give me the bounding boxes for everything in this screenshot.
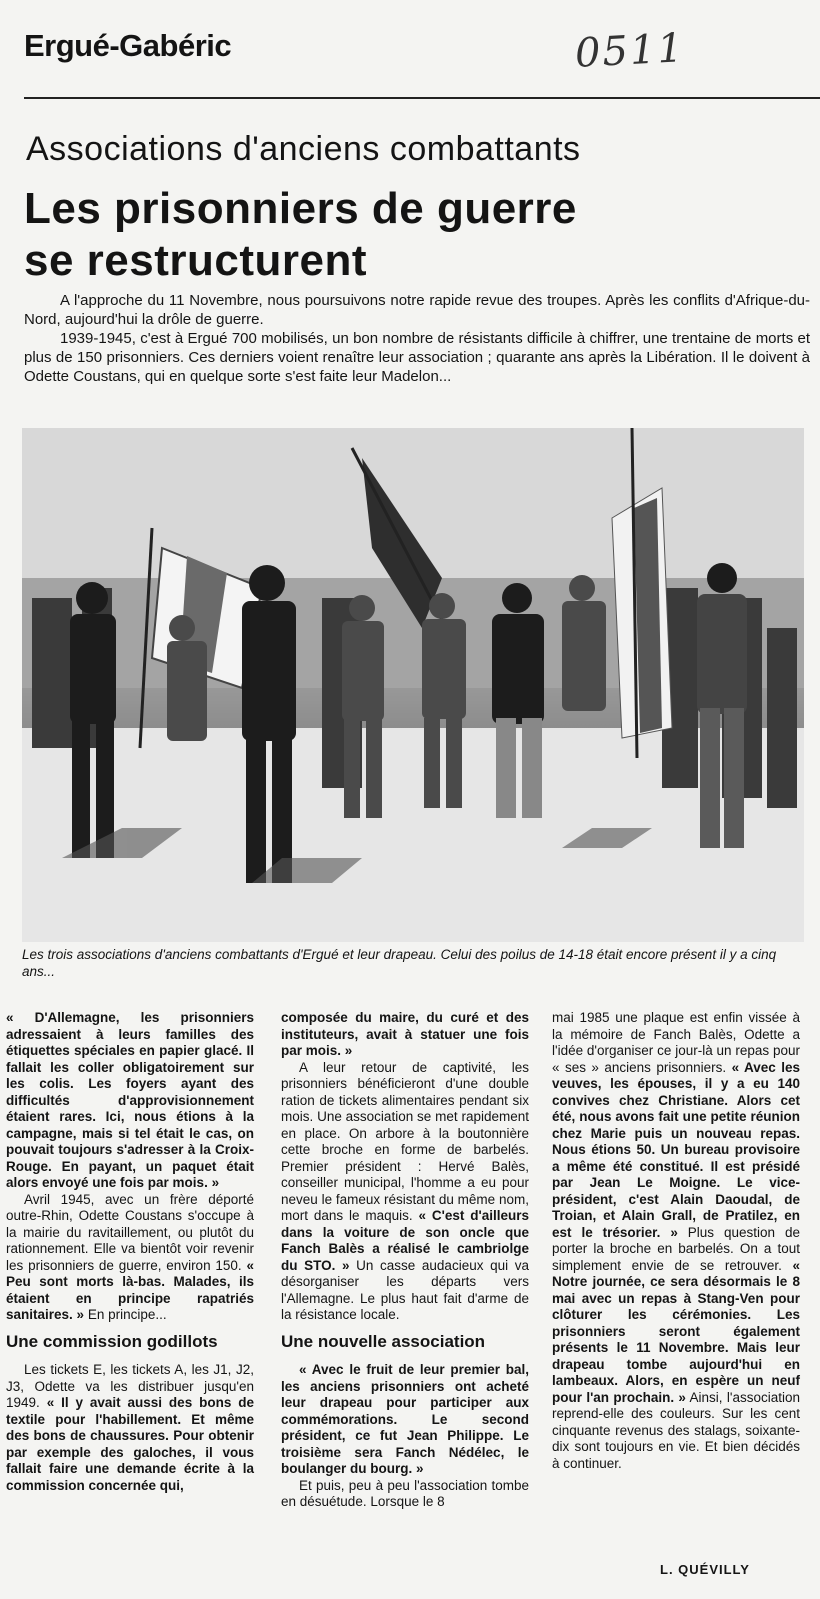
col2-p2-text: A leur retour de captivité, les prisonniers bénéficieront d'une double ration de tickets alimentaires pendant six mois. Une association se met rapidement en place. On arbore à la boutonnière cette broche en forme de barbelés. Premier président : Hervé Balès, conseiller municipal, l'homme a eu pour neveu le fameux résistant du même nom, mort dans le maquis. [281,1059,529,1223]
col2-subhead: Une nouvelle association [281,1331,486,1351]
col3-p1-quote: « Avec les veuves, les épouses, il y a eu 140 convives chez Christiane. Alors cet été, nous avons fait une petite réunion chez Marie puis un nouveau repas. Nous étions 50. Un bureau provisoire a même été constitué. Il est présidé par Jean Le Moigne. Le vice-président, c'est Alain Daoudal, de Troian, et Alain Grall, de Pratilez, en est le trésorier. » [552,1059,800,1240]
article-column-3 [552,1010,800,1472]
col2-paragraph-4: Et puis, peu à peu l'association tombe en désuétude. Lorsque le 8 [281,1477,529,1509]
col1-p2-tail: En principe... [87,1307,167,1322]
col3-p1-text: mai 1985 une plaque est enfin vissée à la mémoire de Fanch Balès, Odette a l'idée d'organiser ce jour-là un repas pour « ses » anciens prisonniers. [552,1010,800,1075]
col2-p2-quote: « C'est d'ailleurs dans la voiture de son oncle que Fanch Balès a réalisé le cambriolge du STO. » [281,1208,529,1273]
article-column-2 [281,1010,529,1511]
section-title: Ergué-Gabéric [24,28,232,63]
lead-paragraph-2: 1939-1945, c'est à Ergué 700 mobilisés, un bon nombre de résistants difficile à chiffrer, une trentaine de morts et plus de 150 prisonniers. Ces derniers voient renaître leur association ; quarante ans après la Libération. Il le doivent à Odette Coustans, qui en quelque sorte s'est faite leur Madelon... [24,330,810,385]
col1-p2-text: Avril 1945, avec un frère déporté outre-Rhin, Odette Coustans s'occupe à la mairie du ravitaillement, ou plutôt du rationnement. Elle va bientôt voir revenir les prisonniers de guerre, environ 150. [6,1191,254,1273]
col2-p2-tail: Un casse audacieux qui va désorganiser les départs vers l'Allemagne. Le plus haut fait d'arme de la résistance locale. [281,1257,529,1322]
col2-paragraph-2 [281,1060,529,1324]
col1-p3-quote: « Il y avait aussi des bons de textile pour l'habillement. Et même des bons de chaussures. Pour obtenir par exemple des galoches, il vous fallait faire une demande écrite à la commission concernée qui, [6,1395,254,1493]
article-photo [22,428,804,942]
article-lead [24,291,810,386]
col3-p1-tail-2: Ainsi, l'association reprend-elle des couleurs. Sur les cent cinquante revenus des stalags, soixante-dix sont toujours en vie. Et bien décidés à continuer. [552,1389,800,1471]
article-kicker: Associations d'anciens combattants [26,130,581,168]
col3-paragraph-1 [552,1010,800,1472]
headline-line-2: se restructurent [24,236,368,285]
col1-p2-quote: « Peu sont morts là-bas. Malades, ils étaient en principe rapatriés sanitaires. » [6,1257,254,1322]
lead-paragraph-1: A l'approche du 11 Novembre, nous poursuivons notre rapide revue des troupes. Après les conflits d'Afrique-du-Nord, aujourd'hui la drôle de guerre. [24,292,810,328]
handwritten-note: 0511 [573,25,686,77]
author-signature: L. QUÉVILLY [660,1562,750,1577]
photo-caption: Les trois associations d'anciens combattants d'Ergué et leur drapeau. Celui des poilus de 14-18 était encore présent il y a cinq ans... [22,947,777,979]
col1-subhead: Une commission godillots [6,1331,218,1351]
col2-paragraph-3: « Avec le fruit de leur premier bal, les anciens prisonniers ont acheté leur drapeau pour participer aux commémorations. Le second président, ce fut Jean Philippe. Le troisième sera Fanch Nédélec, le boulanger du bourg. » [281,1362,529,1476]
col1-paragraph-3 [6,1362,254,1494]
header-rule [24,97,820,99]
article-column-1 [6,1010,254,1494]
col3-p1-tail: Plus question de porter la broche en barbelés. On a tout simplement envie de se retrouver. [552,1224,800,1273]
veterans-parade-photo [22,428,804,942]
col3-p1-quote-2: « Notre journée, ce sera désormais le 8 mai avec un repas à Stang-Ven pour clôturer les cérémonies. Les prisonniers seront également présents le 11 Novembre. Mais leur drapeau tombe aujourd'hui en lambeaux. Alors, en espère un neuf pour l'an prochain. » [552,1257,800,1405]
col1-paragraph-2 [6,1192,254,1324]
headline-line-1: Les prisonniers de guerre [24,184,577,233]
col1-p3-text: Les tickets E, les tickets A, les J1, J2, J3, Odette va les distribuer jusqu'en 1949. [6,1362,254,1410]
col1-paragraph-1: « D'Allemagne, les prisonniers adressaient à leurs familles des étiquettes spéciales en papier glacé. Il fallait les coller obligatoirement sur les colis. Les foyers ayant des difficultés d'approvisionnement étaient rares. Ici, nous étions à la campagne, mais si tel était le cas, on pouvait toujours s'adresser à la Croix-Rouge. En payant, un paquet était alors envoyé une fois par mois. » [6,1010,254,1190]
article-headline [24,183,804,287]
col2-paragraph-1: composée du maire, du curé et des instituteurs, avait à statuer une fois par mois. » [281,1010,529,1058]
